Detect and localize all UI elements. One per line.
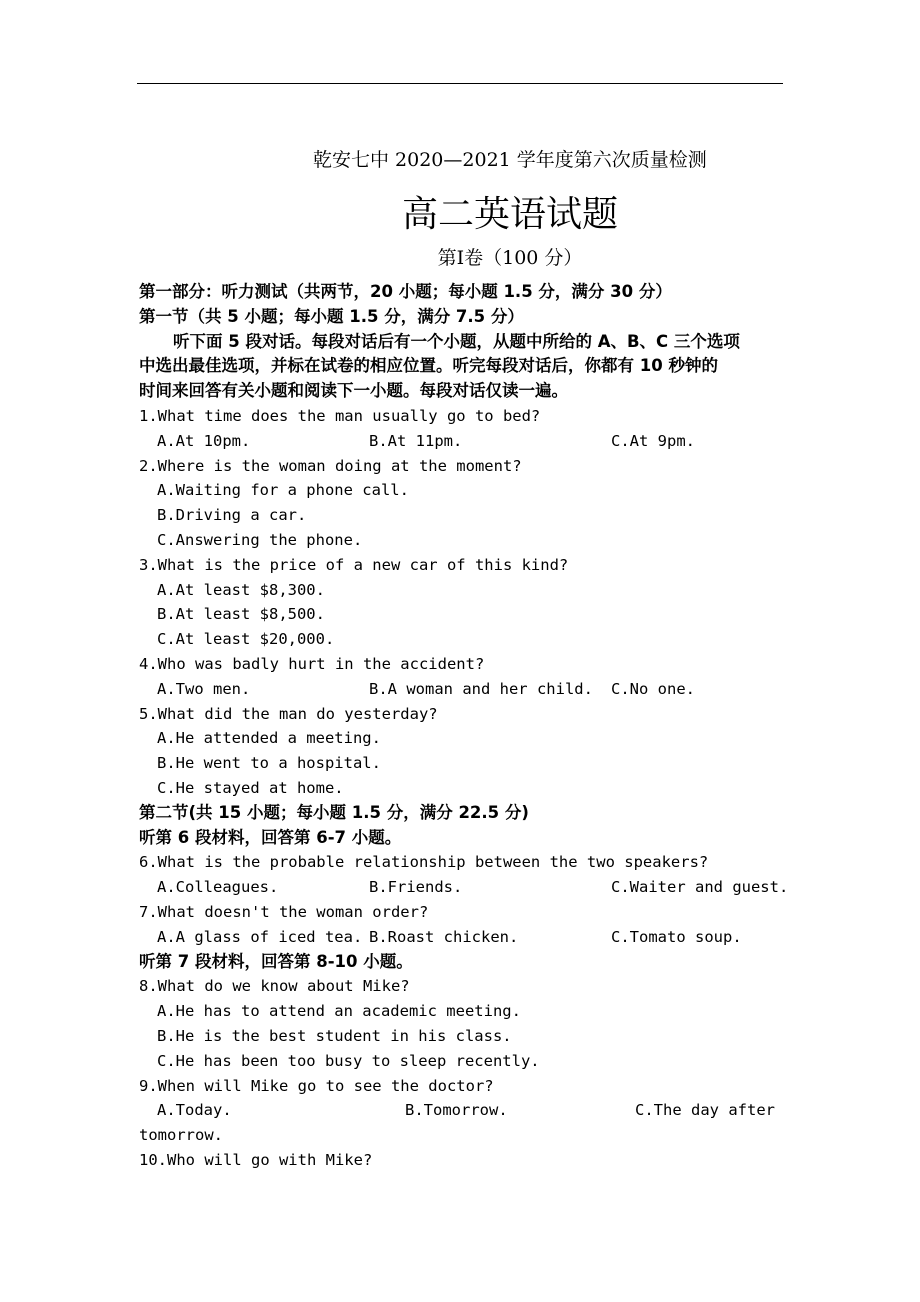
q8-option-c: C.He has been too busy to sleep recently. [157,1051,540,1070]
q7-option-a: A.A glass of iced tea. [157,927,363,946]
instructions-line-3: 时间来回答有关小题和阅读下一小题。每段对话仅读一遍。 [139,381,568,401]
question-4: 4.Who was badly hurt in the accident? [139,654,485,673]
question-3: 3.What is the price of a new car of this kind? [139,555,569,574]
question-6: 6.What is the probable relationship between the two speakers? [139,853,709,872]
q7-option-c: C.Tomato soup. [611,927,742,946]
q4-option-b: B.A woman and her child. [369,679,593,698]
question-1-options [139,429,784,454]
q1-option-a: A.At 10pm. [157,431,251,450]
q9-option-b: B.Tomorrow. [405,1101,508,1120]
q8-option-a: A.He has to attend an academic meeting. [157,1002,521,1021]
question-6-options [139,875,789,900]
q2-option-b: B.Driving a car. [157,506,307,525]
material-6-heading: 听第 6 段材料，回答第 6-7 小题。 [139,827,402,847]
q3-option-b: B.At least $8,500. [157,605,325,624]
section2-heading: 第二节(共 15 小题；每小题 1.5 分，满分 22.5 分) [139,802,529,822]
question-4-options [139,677,784,702]
q6-option-b: B.Friends. [369,878,463,897]
school-exam-line: 乾安七中 2020—2021 学年度第六次质量检测 [313,149,707,171]
volume-label: 第I卷（100 分） [437,247,583,269]
q4-option-a: A.Two men. [157,679,251,698]
q7-option-b: B.Roast chicken. [369,927,519,946]
q5-option-b: B.He went to a hospital. [157,754,381,773]
q5-option-c: C.He stayed at home. [157,778,344,797]
q9-option-c-continued: tomorrow. [139,1126,223,1145]
q6-option-a: A.Colleagues. [157,878,279,897]
q6-option-c: C.Waiter and guest. [611,878,789,897]
q1-option-b: B.At 11pm. [369,431,463,450]
question-7-options [139,925,784,950]
instructions-line-2: 中选出最佳选项，并标在试卷的相应位置。听完每段对话后，你都有 10 秒钟的 [139,356,718,376]
section1-heading: 第一节（共 5 小题；每小题 1.5 分，满分 7.5 分） [139,306,524,326]
question-5: 5.What did the man do yesterday? [139,704,438,723]
question-9: 9.When will Mike go to see the doctor? [139,1076,494,1095]
exam-content [139,280,789,1173]
q8-option-b: B.He is the best student in his class. [157,1026,512,1045]
question-9-options [139,1098,784,1123]
instructions-line-1: 听下面 5 段对话。每段对话后有一个小题，从题中所给的 A、B、C 三个选项 [173,331,740,351]
q3-option-a: A.At least $8,300. [157,580,325,599]
question-2: 2.Where is the woman doing at the moment? [139,456,522,475]
exam-title: 高二英语试题 [401,194,618,235]
q9-option-c: C.The day after [635,1101,775,1120]
q4-option-c: C.No one. [611,679,695,698]
question-7: 7.What doesn't the woman order? [139,902,429,921]
question-1: 1.What time does the man usually go to bed? [139,406,541,425]
q2-option-c: C.Answering the phone. [157,530,363,549]
q5-option-a: A.He attended a meeting. [157,729,381,748]
q3-option-c: C.At least $20,000. [157,630,335,649]
question-10: 10.Who will go with Mike? [139,1150,373,1169]
material-7-heading: 听第 7 段材料，回答第 8-10 小题。 [139,951,413,971]
q9-option-a: A.Today. [157,1101,232,1120]
question-8: 8.What do we know about Mike? [139,977,410,996]
part1-heading: 第一部分：听力测试（共两节，20 小题；每小题 1.5 分，满分 30 分） [139,282,672,301]
q1-option-c: C.At 9pm. [611,431,695,450]
q2-option-a: A.Waiting for a phone call. [157,481,409,500]
header-rule [137,83,783,84]
